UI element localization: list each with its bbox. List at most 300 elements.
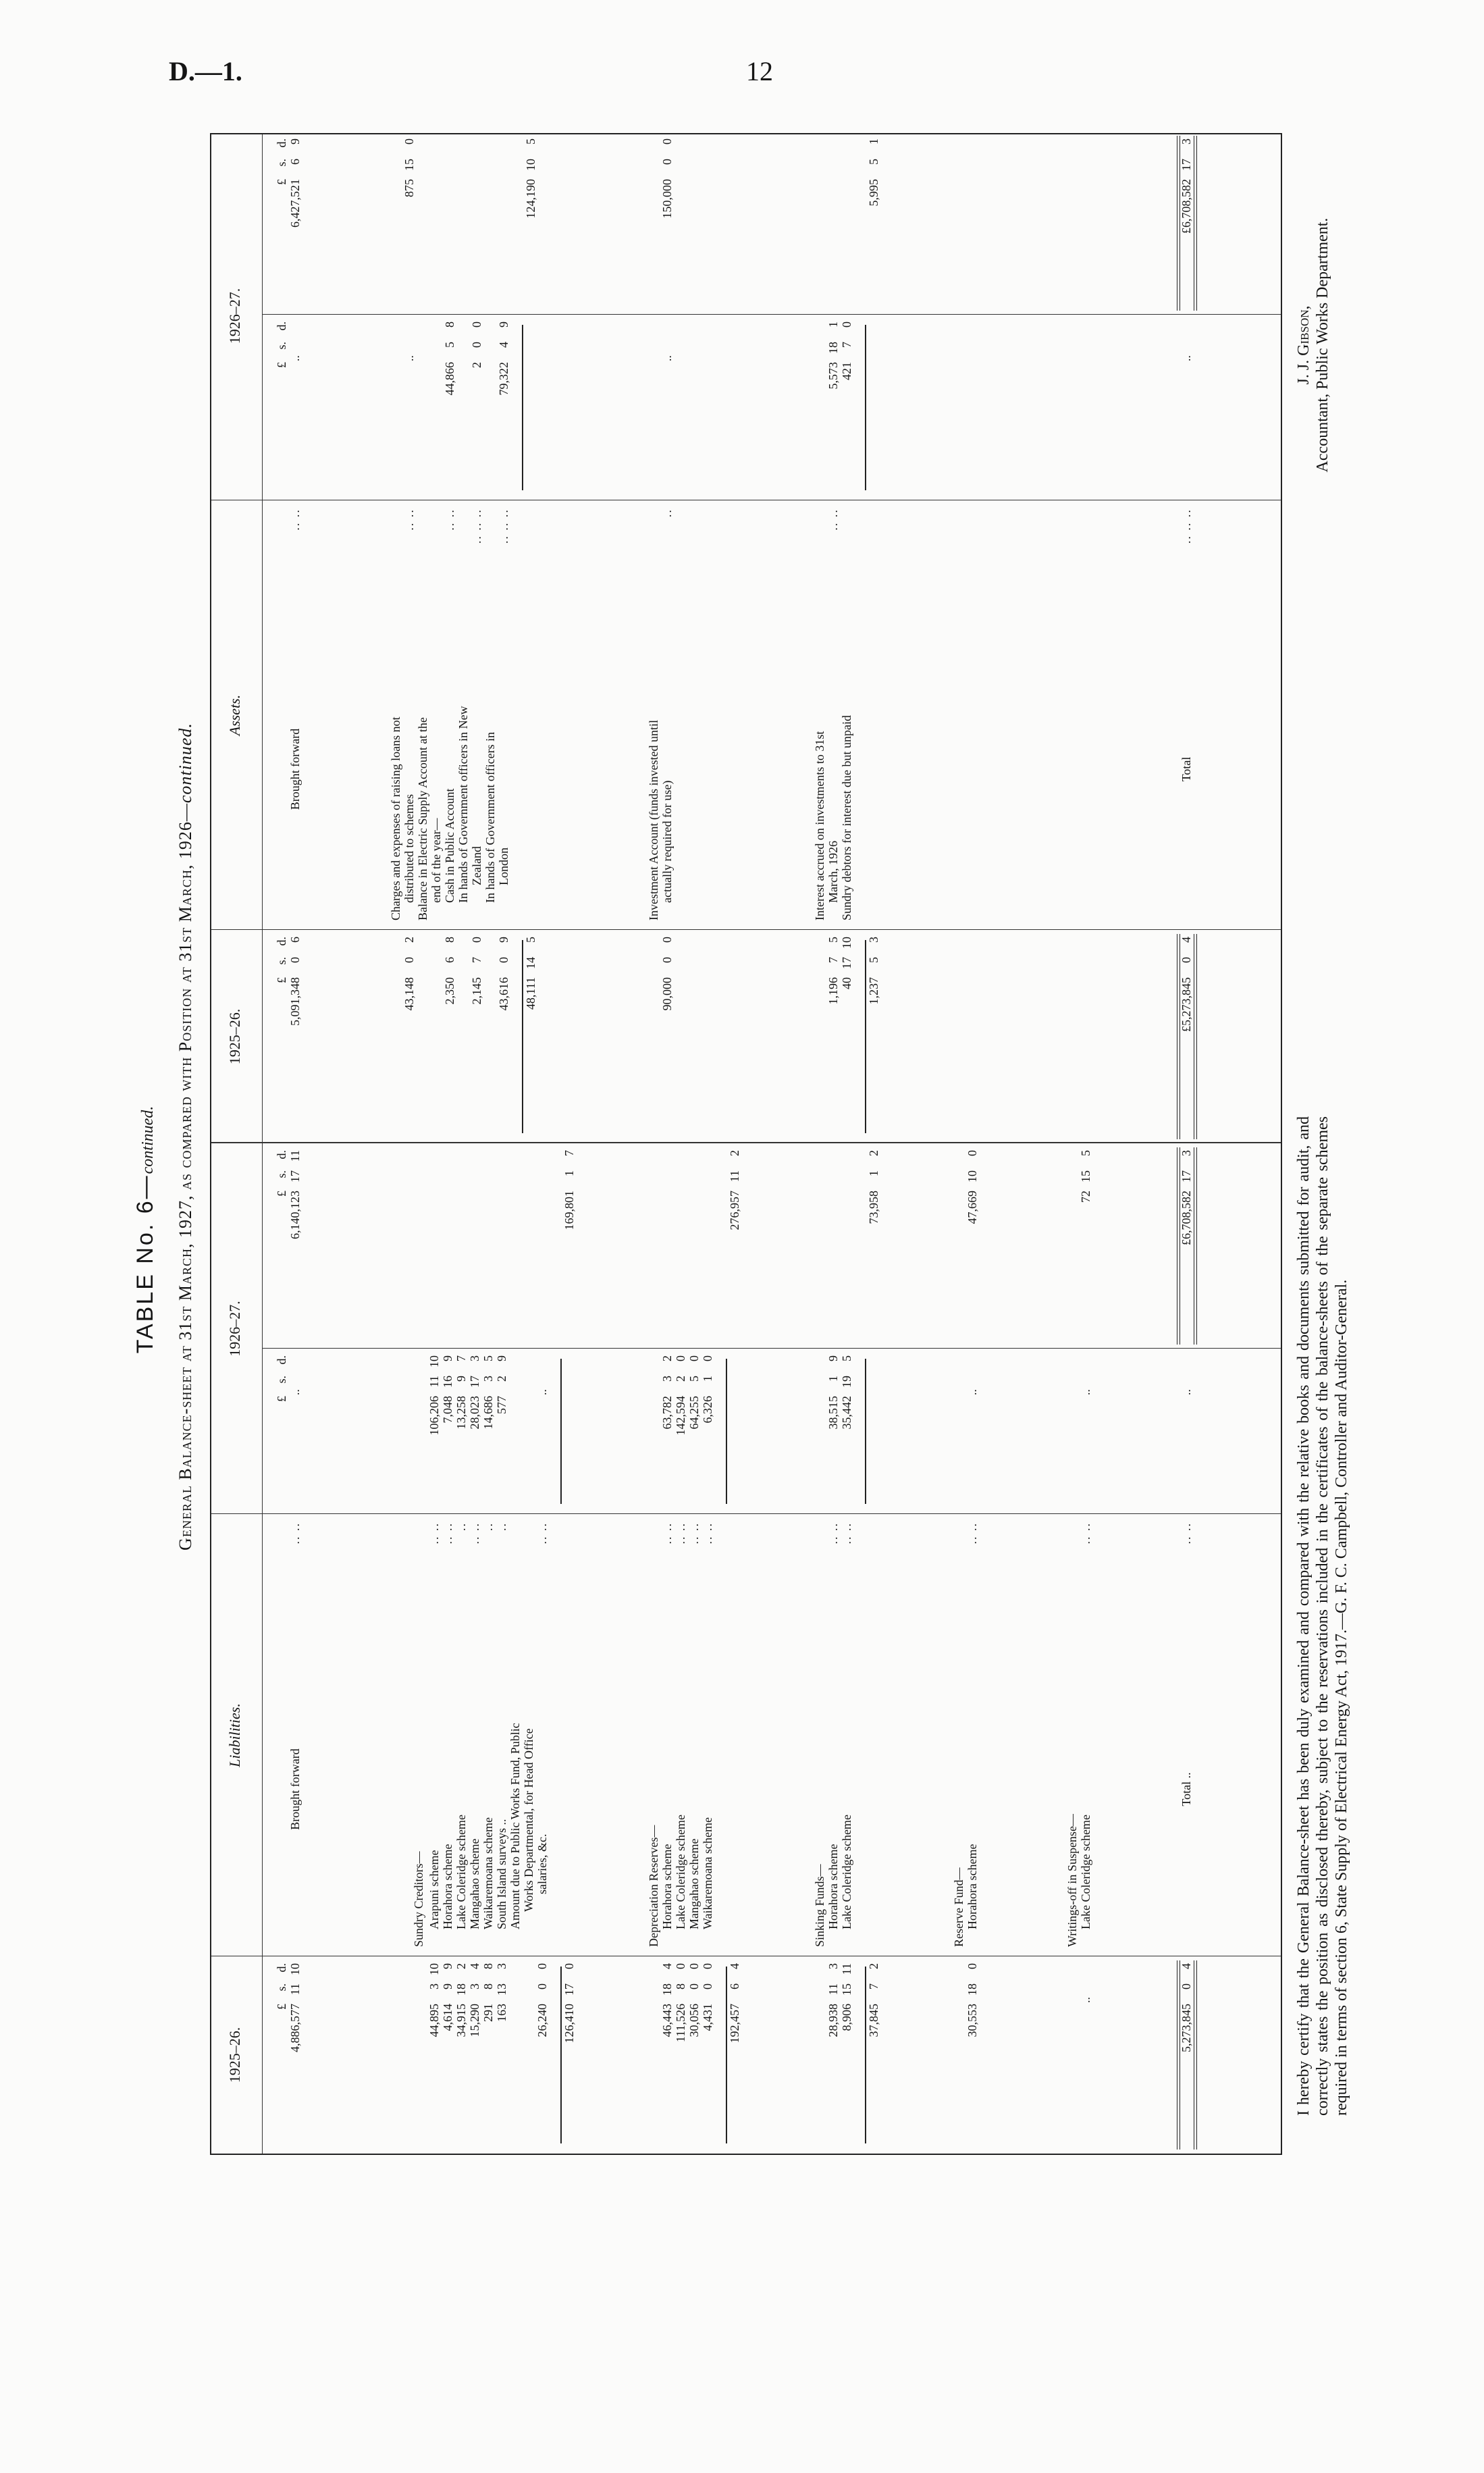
- description-text: In hands of Government officers in: [483, 731, 497, 903]
- leader-dots: .. ..: [840, 1522, 854, 1544]
- row-description: [413, 1514, 425, 1956]
- main-amount-pounds: £6,708,582: [1180, 1191, 1193, 1245]
- prev-amount-pence: 10: [840, 937, 854, 949]
- main-amount-pounds: 72: [1079, 1191, 1093, 1203]
- sub-amount-shillings: 1: [826, 1376, 841, 1382]
- prev-amount-pounds: 43,616: [496, 977, 510, 1011]
- sub-amount: [1180, 315, 1192, 500]
- signatory-name: J. J. Gibson,: [1295, 305, 1313, 385]
- row-description: [868, 500, 880, 930]
- row-description: [728, 1514, 741, 1956]
- description-text: Lake Coleridge scheme: [674, 1815, 688, 1929]
- leader-dots: .. ..: [402, 509, 416, 531]
- subtotal-rule: [865, 1359, 866, 1504]
- currency-unit: d.: [275, 937, 288, 946]
- row-description: [814, 500, 826, 930]
- leader-dots: .. .. ..: [1180, 509, 1193, 544]
- description-text: Sinking Funds—: [813, 1864, 827, 1947]
- row-description: [827, 500, 839, 930]
- prev-amount-pounds: 30,553: [965, 2004, 979, 2037]
- leader-dots: ..: [535, 1389, 549, 1395]
- sub-amount-shillings: 2: [494, 1376, 508, 1382]
- page-number: 12: [746, 56, 773, 86]
- balance-sheet-table: [210, 133, 1282, 2155]
- prev-amount-shillings: 0: [687, 1983, 701, 1989]
- main-amount-pounds: £6,708,582: [1180, 179, 1193, 234]
- sub-amount-pence: 5: [840, 1355, 854, 1361]
- prev-amount-pence: 4: [728, 1963, 742, 1969]
- prev-amount-shillings: 0: [701, 1983, 715, 1989]
- leader-dots: ..: [1180, 1389, 1193, 1395]
- row-description: [661, 500, 673, 930]
- leader-dots: .. .. ..: [469, 509, 483, 544]
- row-description: [688, 1514, 700, 1956]
- prev-amount-pounds: 40: [840, 977, 854, 989]
- prev-amount: [841, 930, 853, 1143]
- subtotal-rule: [726, 1359, 727, 1504]
- currency-unit: d.: [275, 1355, 288, 1365]
- sub-amount-shillings: 0: [469, 342, 483, 348]
- sub-amount-pence: 7: [454, 1355, 468, 1361]
- prev-amount: [841, 1956, 853, 2154]
- main-amount-pence: 3: [1180, 138, 1193, 145]
- prev-amount-shillings: 7: [867, 1983, 881, 1989]
- header-liabilities: Liabilities.: [226, 1703, 243, 1767]
- sub-amount-pence: 8: [442, 321, 456, 328]
- leader-dots: .. ..: [1180, 1522, 1193, 1544]
- prev-amount-pounds: 15,290: [467, 2004, 481, 2037]
- total-double-rule: [1194, 934, 1197, 1139]
- description-text: Horahora scheme: [965, 1844, 979, 1929]
- sub-amount-pence: 0: [469, 321, 483, 328]
- prev-amount-shillings: 11: [288, 1983, 302, 1996]
- rotated-table-page: [126, 133, 1389, 2155]
- sub-amount: [827, 315, 839, 500]
- main-amount-shillings: 1: [867, 1170, 881, 1176]
- currency-units: [275, 930, 288, 1143]
- prev-amount-shillings: 7: [469, 957, 483, 963]
- currency-unit: d.: [275, 321, 288, 331]
- prev-amount: [498, 930, 510, 1143]
- leader-dots: .. ..: [288, 1522, 302, 1544]
- description-text: Cash in Public Account: [442, 788, 456, 903]
- prev-amount-shillings: 6: [442, 957, 456, 963]
- currency-unit: s.: [275, 342, 288, 350]
- sub-amount-pounds: 13,258: [454, 1396, 468, 1430]
- main-amount-pounds: 47,669: [965, 1191, 979, 1224]
- prev-amount-shillings: 7: [826, 957, 841, 963]
- sub-amount-shillings: 19: [840, 1376, 854, 1388]
- prev-amount: [563, 1956, 575, 2154]
- row-description: [647, 500, 660, 930]
- leader-dots: ..: [454, 1522, 468, 1531]
- prev-amount: [688, 1956, 700, 2154]
- leader-dots: ..: [481, 1522, 495, 1531]
- description-text: Works Departmental, for Head Office: [521, 1728, 535, 1912]
- row-description: [966, 1514, 978, 1956]
- description-text: Total ..: [1180, 1772, 1193, 1806]
- sub-amount: [496, 1349, 508, 1514]
- main-amount: [289, 1143, 301, 1349]
- prev-amount-shillings: 9: [440, 1983, 454, 1989]
- description-text: Mangahao scheme: [467, 1838, 481, 1929]
- description-text: Interest accrued on investments to 31st: [813, 731, 827, 920]
- main-amount: [1180, 1143, 1192, 1349]
- prev-amount: [444, 930, 456, 1143]
- sub-amount-pence: 3: [467, 1355, 481, 1361]
- main-amount-shillings: 1: [562, 1170, 576, 1176]
- prev-amount-pence: 0: [701, 1963, 715, 1969]
- main-amount: [661, 132, 673, 315]
- prev-amount-pounds: 2,145: [469, 977, 483, 1005]
- prev-amount-pounds: 4,886,577: [288, 2004, 302, 2052]
- leader-dots: ..: [288, 355, 302, 361]
- prev-amount-pence: 2: [867, 1963, 881, 1969]
- sub-amount-pence: 0: [840, 321, 854, 328]
- prev-amount: [455, 1956, 467, 2154]
- row-description: [953, 1514, 965, 1956]
- currency-unit: s.: [275, 957, 288, 965]
- main-amount-shillings: 15: [1079, 1170, 1093, 1182]
- description-text: Investment Account (funds invested until: [647, 720, 661, 920]
- main-amount-pence: 3: [1180, 1150, 1193, 1156]
- currency-unit: £: [275, 1396, 288, 1402]
- prev-amount-shillings: 18: [965, 1983, 979, 1996]
- prev-amount: [289, 930, 301, 1143]
- sub-amount-pence: 0: [687, 1355, 701, 1361]
- row-description: [841, 1514, 853, 1956]
- prev-amount-pence: 0: [469, 937, 483, 943]
- sub-amount: [661, 315, 673, 500]
- sub-amount: [536, 1349, 548, 1514]
- prev-amount-shillings: 13: [494, 1983, 508, 1996]
- sub-amount-pence: 0: [701, 1355, 715, 1361]
- description-text: Depreciation Reserves—: [647, 1825, 661, 1947]
- prev-amount-pounds: 126,410: [562, 2004, 576, 2044]
- description-text: Sundry Creditors—: [411, 1851, 425, 1947]
- prev-amount-shillings: 18: [454, 1983, 468, 1996]
- main-amount: [289, 132, 301, 315]
- main-amount: [563, 1143, 575, 1349]
- row-description: [430, 500, 442, 930]
- row-description: [403, 500, 415, 930]
- row-description: [417, 500, 429, 930]
- sub-amount: [1180, 1349, 1192, 1514]
- main-amount-shillings: 10: [965, 1170, 979, 1182]
- prev-amount-pence: 10: [288, 1963, 302, 1975]
- sub-amount-pounds: 44,866: [442, 362, 456, 396]
- main-amount-pounds: 276,957: [728, 1191, 742, 1230]
- main-amount: [525, 132, 537, 315]
- prev-amount-pence: 0: [687, 1963, 701, 1969]
- row-description: [428, 1514, 440, 1956]
- prev-amount-pounds: 34,915: [454, 2004, 468, 2037]
- row-description: [661, 1514, 673, 1956]
- prev-amount: [827, 1956, 839, 2154]
- description-text: Lake Coleridge scheme: [454, 1815, 468, 1929]
- column-divider: [211, 929, 1281, 930]
- prev-amount-pence: 4: [1180, 1963, 1193, 1969]
- main-amount-shillings: 17: [1180, 1170, 1193, 1182]
- prev-amount-pounds: 111,526: [674, 2004, 688, 2043]
- leader-dots: .. ..: [288, 509, 302, 531]
- sub-amount: [1080, 1349, 1092, 1514]
- subtotal-rule: [560, 1967, 562, 2143]
- total-double-rule: [1177, 1147, 1180, 1345]
- leader-dots: .. ..: [535, 1522, 549, 1544]
- sub-amount: [498, 315, 510, 500]
- row-description: [868, 1514, 880, 1956]
- sub-amount-pounds: 63,782: [660, 1396, 674, 1430]
- sub-amount: [289, 1349, 301, 1514]
- prev-amount-shillings: 0: [402, 957, 416, 963]
- signatory-title: Accountant, Public Works Department.: [1314, 217, 1331, 473]
- subtotal-rule: [522, 940, 523, 1133]
- main-amount-pounds: 150,000: [660, 179, 674, 219]
- sub-amount: [289, 315, 301, 500]
- currency-units: [275, 1349, 288, 1514]
- main-amount-pence: 0: [402, 138, 416, 145]
- document-reference: D.—1.: [169, 56, 242, 86]
- prev-amount: [471, 930, 483, 1143]
- description-text: Lake Coleridge scheme: [840, 1815, 854, 1929]
- sub-amount-shillings: 4: [496, 342, 510, 348]
- main-amount-shillings: 10: [523, 159, 537, 171]
- prev-amount-pounds: 5,091,348: [288, 977, 302, 1026]
- header-liabilities-1926-27: 1926–27.: [226, 1301, 243, 1357]
- sub-amount-pounds: 38,515: [826, 1396, 841, 1430]
- description-text: Arapuni scheme: [427, 1850, 441, 1929]
- main-amount-pounds: 169,801: [562, 1191, 576, 1230]
- table-subtitle-continued: continued.: [176, 723, 195, 804]
- currency-unit: s.: [275, 159, 288, 167]
- main-amount-pence: 0: [660, 138, 674, 145]
- prev-amount-pounds: 37,845: [867, 2004, 881, 2037]
- row-description: [484, 500, 496, 930]
- main-amount: [966, 1143, 978, 1349]
- prev-amount-pounds: £5,273,845: [1180, 977, 1193, 1032]
- leader-dots: .. ..: [440, 1522, 454, 1544]
- prev-amount-shillings: 0: [1180, 1983, 1193, 1989]
- sub-amount-pounds: 5,573: [826, 362, 841, 390]
- description-text: salaries, &c.: [535, 1833, 549, 1894]
- table-title-main: TABLE No. 6—: [132, 1174, 158, 1354]
- row-description: [563, 1514, 575, 1956]
- sub-amount-shillings: 7: [840, 342, 854, 348]
- prev-amount-pounds: 5,273,845: [1180, 2004, 1193, 2052]
- sub-amount-pence: 9: [440, 1355, 454, 1361]
- prev-amount: [482, 1956, 494, 2154]
- sub-amount-pounds: 421: [840, 362, 854, 380]
- prev-amount-pence: 10: [427, 1963, 441, 1975]
- prev-amount: [1180, 930, 1192, 1143]
- row-description: [444, 500, 456, 930]
- leader-dots: .. ..: [1079, 1522, 1093, 1544]
- prev-amount-pence: 0: [674, 1963, 688, 1969]
- main-amount: [1180, 132, 1192, 315]
- prev-amount-pence: 5: [523, 937, 537, 943]
- sub-amount: [701, 1349, 714, 1514]
- sub-amount-shillings: 11: [427, 1376, 441, 1388]
- prev-amount-shillings: 17: [562, 1983, 576, 1996]
- currency-unit: s.: [275, 1376, 288, 1384]
- leader-dots: .. ..: [701, 1522, 715, 1544]
- leader-dots: .. ..: [687, 1522, 701, 1544]
- sub-amount: [841, 315, 853, 500]
- prev-amount-pounds: 90,000: [660, 977, 674, 1011]
- prev-amount-pounds: 291: [481, 2004, 495, 2022]
- leader-dots: ..: [494, 1522, 508, 1531]
- prev-amount-pence: 0: [965, 1963, 979, 1969]
- prev-amount: [674, 1956, 687, 2154]
- description-text: Total: [1180, 756, 1193, 782]
- main-amount-shillings: 0: [660, 159, 674, 165]
- prev-amount-pounds: 28,938: [826, 2004, 841, 2037]
- sub-amount-shillings: 2: [674, 1376, 688, 1382]
- prev-amount-pounds: 26,240: [535, 2004, 549, 2037]
- row-description: [841, 500, 853, 930]
- subtotal-rule: [865, 1967, 866, 2143]
- row-description: [827, 1514, 839, 1956]
- leader-dots: .. ..: [660, 1522, 674, 1544]
- row-description: [471, 500, 483, 930]
- description-text: Waikaremoana scheme: [701, 1817, 715, 1929]
- currency-unit: d.: [275, 1150, 288, 1160]
- sub-amount: [827, 1349, 839, 1514]
- leader-dots: ..: [402, 355, 416, 361]
- currency-unit: £: [275, 1191, 288, 1197]
- total-double-rule: [1194, 136, 1197, 311]
- prev-amount: [289, 1956, 301, 2154]
- sub-amount-shillings: 1: [701, 1376, 715, 1382]
- column-divider: [262, 1348, 1281, 1349]
- audit-certificate: I hereby certify that the General Balance-sheet has been duly examined and compared with the relative books and documents submitted for audit, and correctly states the position as disclosed thereby, subject to the reservations included in the certificates of the balance-sheets of the separate schemes required in terms of section 6, State Supply of Electrical Energy Act, 1917.—G. F. C. Campbell, Controller and Auditor-General.: [1295, 1116, 1350, 2116]
- prev-amount-pence: 4: [660, 1963, 674, 1969]
- sub-amount: [841, 1349, 853, 1514]
- main-amount: [868, 132, 880, 315]
- leader-dots: .. ..: [965, 1522, 979, 1544]
- sub-amount-shillings: 17: [467, 1376, 481, 1388]
- prev-amount-pounds: 1,237: [867, 977, 881, 1005]
- sub-amount-pounds: 577: [494, 1396, 508, 1414]
- sub-amount-pounds: 79,322: [496, 362, 510, 396]
- prev-amount: [442, 1956, 454, 2154]
- main-amount-pounds: 5,995: [867, 179, 881, 207]
- sub-amount-pence: 5: [481, 1355, 495, 1361]
- description-text: Waikaremoana scheme: [481, 1817, 495, 1929]
- table-subtitle: [175, 118, 196, 2155]
- prev-amount: [827, 930, 839, 1143]
- currency-unit: d.: [275, 138, 288, 148]
- prev-amount-shillings: 11: [826, 1983, 841, 1996]
- prev-amount-pounds: 30,056: [687, 2004, 701, 2037]
- main-amount-pounds: 124,190: [523, 179, 537, 219]
- description-text: Brought forward: [288, 1748, 302, 1830]
- prev-amount-pence: 4: [1180, 937, 1193, 943]
- sub-amount: [455, 1349, 467, 1514]
- sub-amount-shillings: 18: [826, 342, 841, 354]
- sub-amount-pence: 1: [826, 321, 841, 328]
- sub-amount-pounds: 142,594: [674, 1396, 688, 1436]
- row-description: [498, 500, 510, 930]
- description-text: distributed to schemes: [402, 794, 416, 903]
- prev-amount: [1080, 1956, 1092, 2154]
- row-description: [525, 500, 537, 930]
- prev-amount-pence: 3: [867, 937, 881, 943]
- main-amount-pence: 5: [1079, 1150, 1093, 1156]
- prev-amount-pounds: 48,111: [523, 977, 537, 1010]
- subtotal-rule: [726, 1967, 727, 2143]
- prev-amount-shillings: 0: [496, 957, 510, 963]
- description-text: Horahora scheme: [660, 1844, 674, 1929]
- main-amount: [1080, 1143, 1092, 1349]
- table-subtitle-main: General Balance-sheet at 31st March, 1927, as compared with Position at 31st March, 1926—: [176, 803, 195, 1551]
- prev-amount: [728, 1956, 741, 2154]
- leader-dots: ..: [660, 355, 674, 361]
- sub-amount: [674, 1349, 687, 1514]
- currency-unit: s.: [275, 1983, 288, 1992]
- description-text: In hands of Government officers in New: [456, 706, 470, 903]
- sub-amount-shillings: 5: [687, 1376, 701, 1382]
- sub-amount-pence: 10: [427, 1355, 441, 1368]
- main-amount-shillings: 6: [288, 159, 302, 165]
- main-amount-pence: 5: [523, 138, 537, 145]
- prev-amount-shillings: 14: [523, 957, 537, 969]
- description-text: Zealand: [469, 846, 483, 885]
- column-divider: [211, 1513, 1281, 1514]
- main-amount: [868, 1143, 880, 1349]
- prev-amount: [525, 930, 537, 1143]
- currency-unit: £: [275, 362, 288, 368]
- leader-dots: .. ..: [826, 1522, 841, 1544]
- table-title-continued: continued.: [139, 1105, 157, 1174]
- total-double-rule: [1194, 1960, 1197, 2150]
- header-assets-1926-27: 1926–27.: [226, 288, 243, 344]
- row-description: [509, 1514, 521, 1956]
- sub-amount-pence: 2: [660, 1355, 674, 1361]
- leader-dots: ..: [1079, 1389, 1093, 1395]
- description-text: Horahora scheme: [826, 1844, 841, 1929]
- description-text: Brought forward: [288, 728, 302, 810]
- prev-amount-pence: 6: [288, 937, 302, 943]
- prev-amount-pounds: 1,196: [826, 977, 841, 1005]
- prev-amount-shillings: 18: [660, 1983, 674, 1996]
- main-amount-pence: 2: [867, 1150, 881, 1156]
- currency-unit: £: [275, 179, 288, 185]
- leader-dots: ..: [1079, 1997, 1093, 2003]
- leader-dots: ..: [660, 509, 674, 517]
- prev-amount-pence: 4: [467, 1963, 481, 1969]
- prev-amount-pence: 2: [454, 1963, 468, 1969]
- prev-amount-shillings: 6: [728, 1983, 742, 1989]
- prev-amount-pounds: 43,148: [402, 977, 416, 1011]
- sub-amount: [403, 315, 415, 500]
- prev-amount-pence: 9: [440, 1963, 454, 1969]
- main-amount-pence: 9: [288, 138, 302, 145]
- prev-amount-pence: 0: [535, 1963, 549, 1969]
- prev-amount-pence: 0: [562, 1963, 576, 1969]
- leader-dots: .. ..: [674, 1522, 688, 1544]
- description-text: March, 1926: [826, 841, 841, 903]
- sub-amount: [661, 1349, 673, 1514]
- sub-amount-pounds: 35,442: [840, 1396, 854, 1430]
- main-amount-pounds: 6,140,123: [288, 1191, 302, 1239]
- main-amount-pence: 7: [562, 1150, 576, 1156]
- leader-dots: .. ..: [826, 509, 841, 531]
- prev-amount-pence: 0: [660, 937, 674, 943]
- main-amount: [403, 132, 415, 315]
- currency-units: [275, 132, 288, 315]
